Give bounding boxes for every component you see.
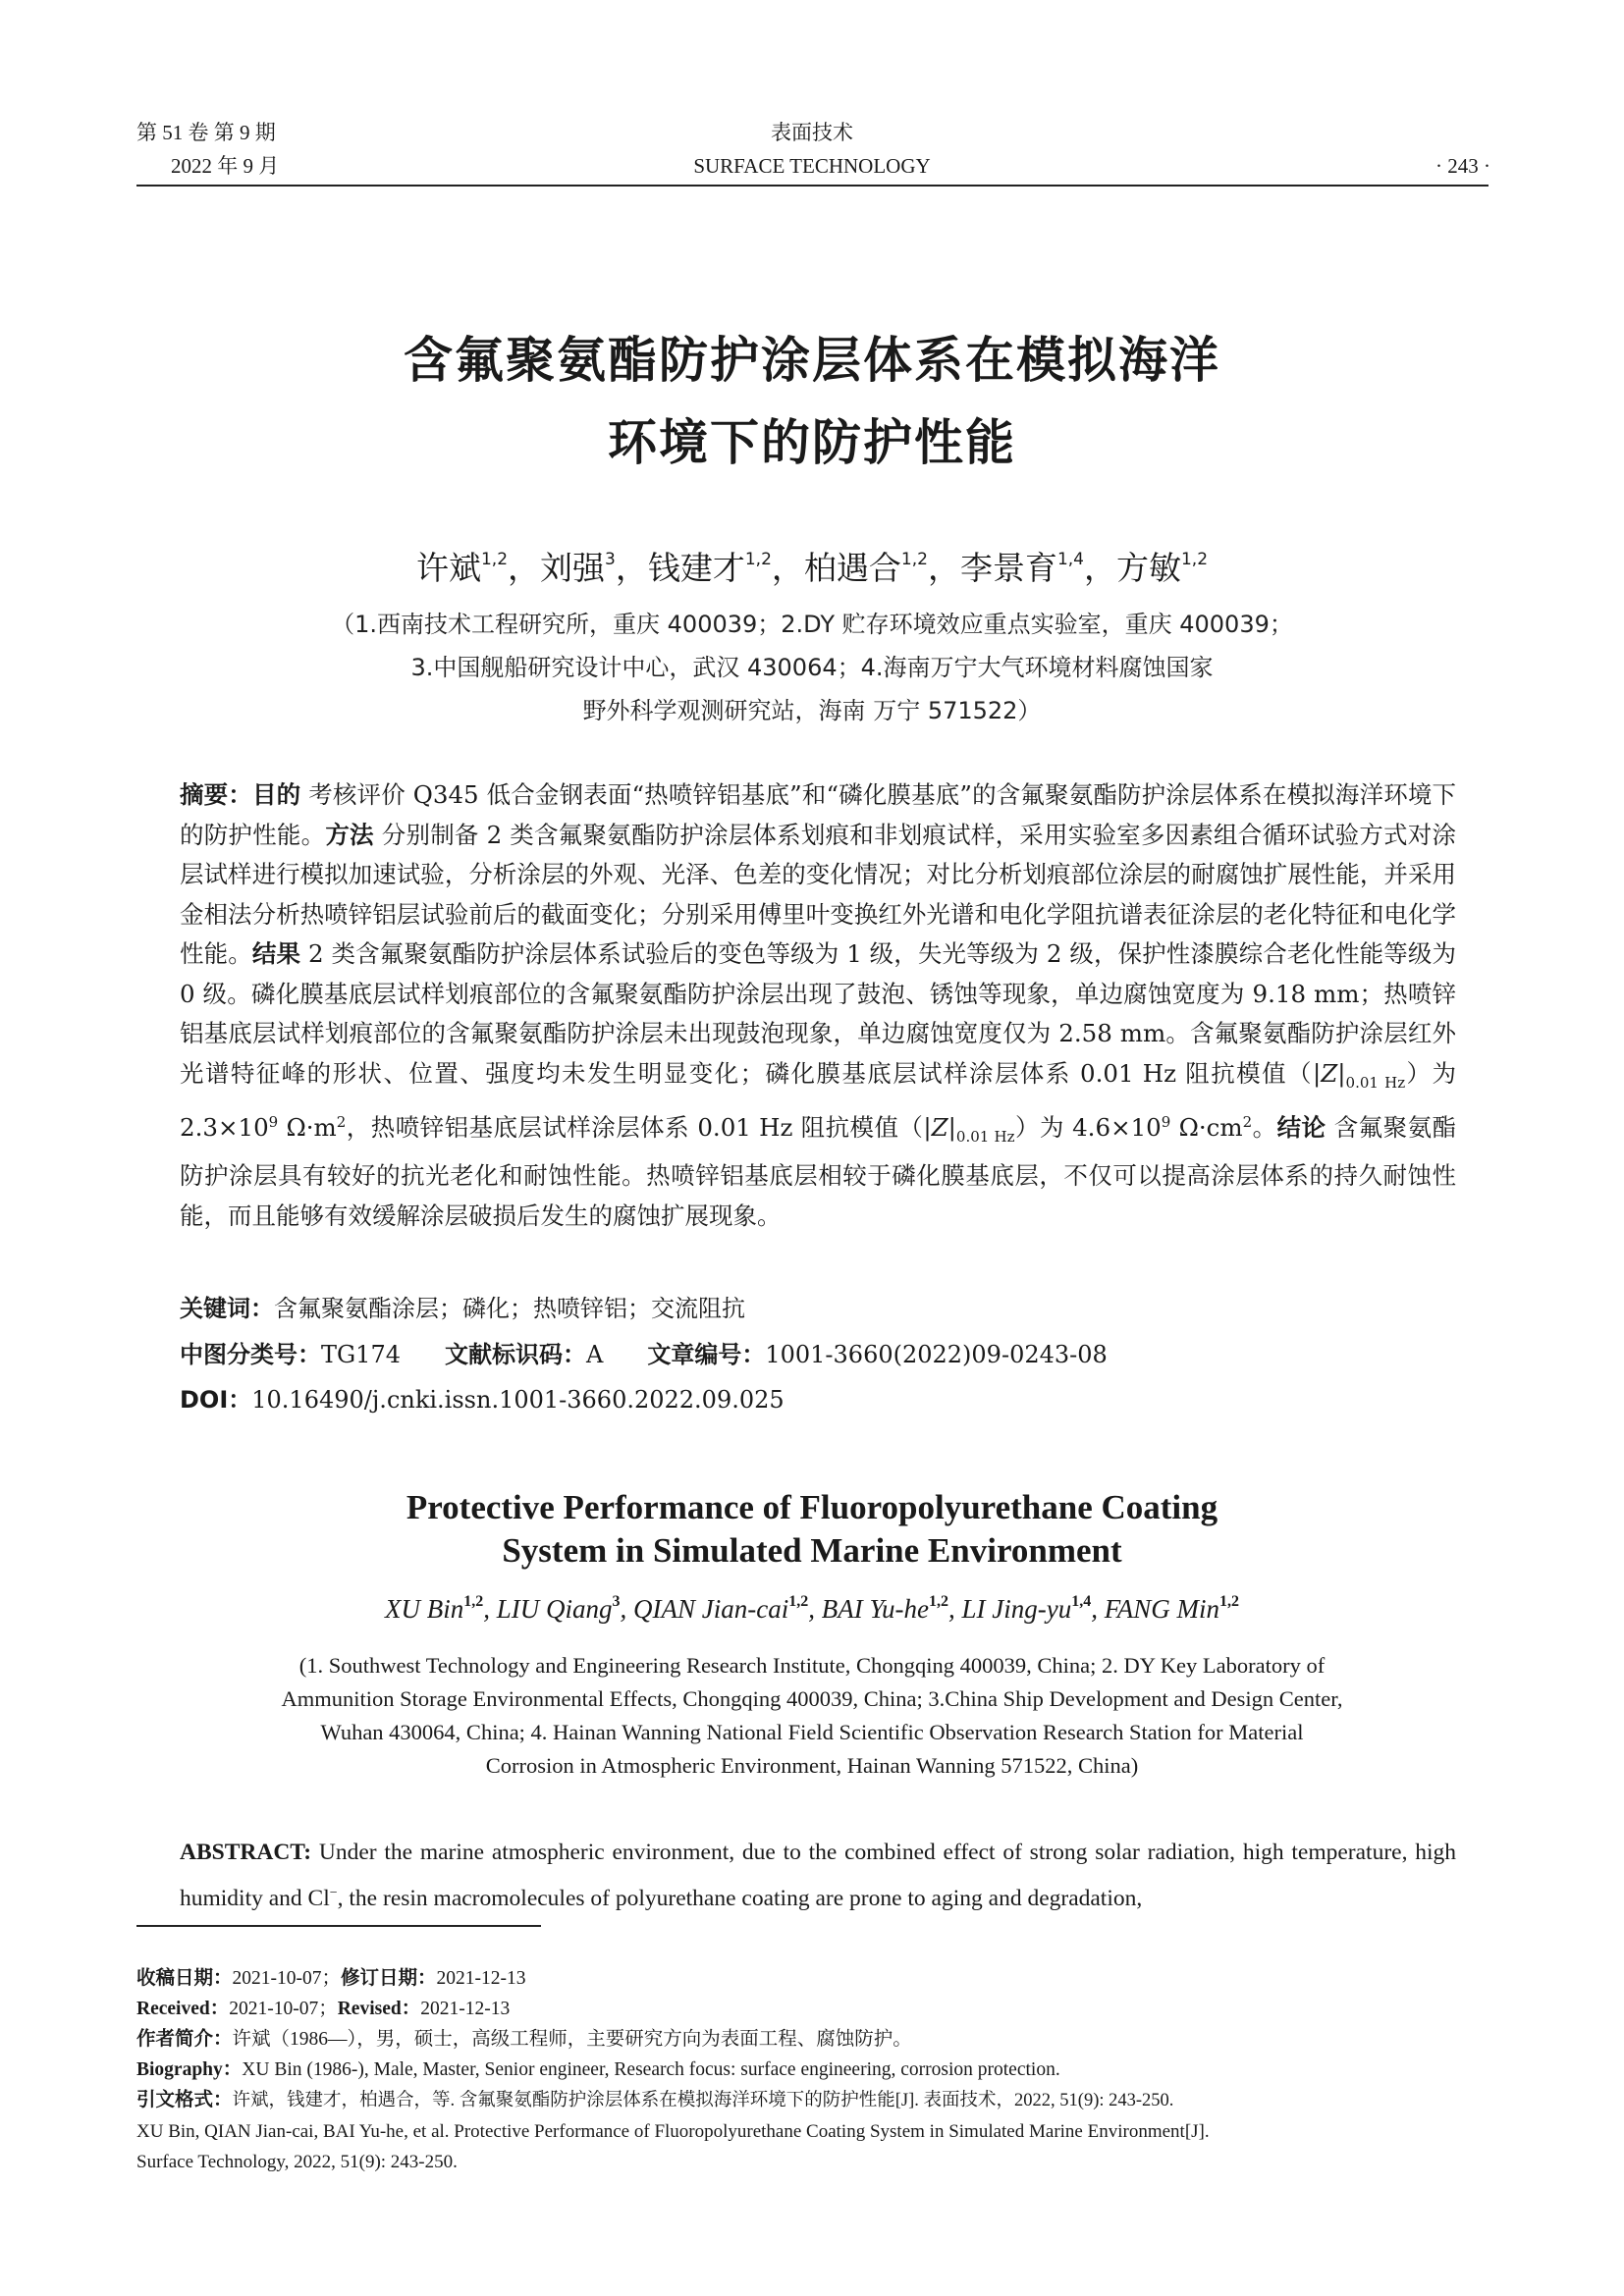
affiliations-en [0, 1649, 1624, 1783]
purpose-label: 目的 [251, 780, 301, 809]
abstract-en-text: Under the marine atmospheric environment, due to the combined effect of strong solar radiation, high temperature, high humidity and Cl [180, 1840, 1457, 1911]
received-cn-label: 收稿日期： [136, 1968, 233, 1989]
author-cn-affil: 1,2 [1180, 550, 1209, 569]
result-text: ）为 2.3×10 [180, 1058, 1456, 1143]
affil-en-line: Wuhan 430064, China; 4. Hainan Wanning National Field Scientific Observation Research Station for Material [320, 1720, 1304, 1744]
doc-code-value: A [586, 1341, 604, 1368]
footnote-bio-cn [136, 2024, 1491, 2055]
doi-line [180, 1380, 1456, 1419]
header-date: 2022 年 9 月 [171, 154, 280, 178]
impedance-symbol: |Z| [923, 1113, 956, 1143]
keywords-line [180, 1289, 1456, 1328]
footnote-divider [136, 1925, 541, 1927]
doi-value[interactable]: 10.16490/j.cnki.issn.1001-3660.2022.09.025 [251, 1386, 785, 1414]
author-en: QIAN Jian-cai [633, 1594, 789, 1624]
affil-en-line: Corrosion in Atmospheric Environment, Hainan Wanning 571522, China) [485, 1753, 1139, 1778]
conclusion-label: 结论 [1276, 1113, 1326, 1143]
result-text: 2 类含氟聚氨酯防护涂层体系试验后的变色等级为 1 级，失光等级为 2 级，保护性漆膜综合老化性能等级为 0 级。磷化膜基底层试样划痕部位的含氟聚氨酯防护涂层出现了鼓泡、锈蚀等现象，单边腐蚀宽度为 9.18 mm；热喷锌铝基底层试样划痕部位的含氟聚氨酯防护涂层未出现鼓泡现象，单边腐蚀宽度仅为 2.58 mm。含氟聚氨酯防护涂层红外光谱特征峰的形状、位置、强度均未发生明显变化；磷化膜基底层试样涂层体系 0.01 Hz 阻抗模值（ [180, 939, 1457, 1088]
doi-label: DOI： [180, 1386, 252, 1414]
purpose-text: 考核评价 Q345 低合金钢表面“热喷锌铝基底”和“磷化膜基底”的含氟聚氨酯防护涂层体系在模拟海洋环境下的防护性能。 [180, 780, 1457, 849]
affil-cn-line: 3.中国舰船研究设计中心，武汉 430064；4.海南万宁大气环境材料腐蚀国家 [410, 654, 1214, 681]
revised-en-label: Revised： [337, 1999, 421, 2019]
keywords-label: 关键词： [180, 1295, 274, 1322]
classification-line [180, 1335, 1456, 1374]
author-cn-affil: 3 [605, 550, 616, 569]
abstract-en [180, 1832, 1456, 1919]
footnote-cite-en-cont: Surface Technology, 2022, 51(9): 243-250. [136, 2152, 458, 2172]
footnote-bio-en [136, 2055, 1491, 2085]
affiliations-cn [0, 603, 1624, 732]
author-en-affil: 1,2 [1218, 1593, 1239, 1610]
result-label: 结果 [251, 939, 301, 968]
exponent: 2 [336, 1112, 347, 1131]
clc-label: 中图分类号： [180, 1341, 321, 1368]
result-text: Ω·m [278, 1113, 337, 1143]
impedance-symbol: |Z| [1312, 1058, 1346, 1088]
bio-en-text: XU Bin (1986-), Male, Master, Senior engineer, Research focus: surface engineering, corrosion protection. [242, 2059, 1060, 2080]
author-en: LIU Qiang [496, 1594, 613, 1624]
header-volume-issue: 第 51 卷 第 9 期 [136, 121, 276, 144]
author-en: BAI Yu-he [821, 1594, 929, 1624]
author-cn-affil: 1,2 [744, 550, 772, 569]
title-cn-line2: 环境下的防护性能 [608, 414, 1016, 471]
result-text: ）为 4.6×10 [1014, 1113, 1162, 1143]
bio-cn-text: 许斌（1986—），男，硕士，高级工程师，主要研究方向为表面工程、腐蚀防护。 [232, 2029, 912, 2050]
keywords-text: 含氟聚氨酯涂层；磷化；热喷锌铝；交流阻抗 [274, 1295, 745, 1322]
impedance-subscript: 0.01 Hz [1345, 1073, 1406, 1092]
author-en-affil: 1,2 [463, 1593, 484, 1610]
author-cn: 方敏 [1115, 549, 1181, 587]
received-cn-date: 2021-10-07； [232, 1968, 342, 1989]
method-label: 方法 [325, 820, 374, 849]
bio-en-label: Biography： [136, 2059, 243, 2080]
header-journal-cn: 表面技术 [771, 121, 853, 144]
author-cn-affil: 1,2 [480, 550, 509, 569]
result-text: 。 [1252, 1113, 1277, 1143]
footnote-received-en [136, 1994, 1491, 2024]
impedance-subscript: 0.01 Hz [955, 1127, 1015, 1146]
title-en-line1: Protective Performance of Fluoropolyurethane Coating [406, 1488, 1218, 1526]
author-cn: 许斌 [415, 549, 481, 587]
header-journal-block [0, 116, 1624, 183]
author-en-affil: 1,2 [928, 1593, 948, 1610]
affil-en-line: Ammunition Storage Environmental Effects, Chongqing 400039, China; 3.China Ship Development and Design Center, [281, 1686, 1343, 1711]
revised-en-date: 2021-12-13 [420, 1999, 511, 2019]
author-en: FANG Min [1104, 1594, 1219, 1624]
author-en: LI Jing-yu [961, 1594, 1072, 1624]
header-page-number: · 243 · [1435, 154, 1490, 178]
title-cn [0, 319, 1624, 484]
result-text: Ω·cm [1170, 1113, 1243, 1143]
header-divider [136, 185, 1489, 187]
abstract-en-text: , the resin macromolecules of polyurethane coating are prone to aging and degradation, [337, 1885, 1143, 1911]
footnotes [136, 1963, 1491, 2177]
exponent: 9 [268, 1112, 279, 1131]
author-cn-affil: 1,4 [1056, 550, 1084, 569]
footnote-received-cn [136, 1963, 1491, 1994]
abstract-cn-label: 摘要： [180, 780, 252, 809]
title-cn-line1: 含氟聚氨酯防护涂层体系在模拟海洋 [404, 332, 1220, 389]
author-cn-affil: 1,2 [900, 550, 928, 569]
revised-cn-date: 2021-12-13 [436, 1968, 526, 1989]
article-number-value: 1001-3660(2022)09-0243-08 [765, 1341, 1108, 1368]
author-en-affil: 3 [612, 1593, 621, 1610]
author-cn: 刘强 [540, 549, 606, 587]
clc-value: TG174 [321, 1341, 401, 1368]
author-en-affil: 1,2 [788, 1593, 809, 1610]
result-text: ，热喷锌铝基底层试样涂层体系 0.01 Hz 阻抗模值（ [346, 1113, 924, 1143]
bio-cn-label: 作者简介： [136, 2029, 233, 2050]
title-en [0, 1486, 1624, 1573]
author-en: XU Bin [385, 1594, 464, 1624]
exponent: 9 [1161, 1112, 1171, 1131]
exponent: 2 [1242, 1112, 1253, 1131]
cite-cn-text: 许斌，钱建才，柏遇合，等. 含氟聚氨酯防护涂层体系在模拟海洋环境下的防护性能[J]. 表面技术，2022, 51(9): 243-250. [232, 2091, 1174, 2110]
header-journal-en: SURFACE TECHNOLOGY [693, 154, 931, 178]
revised-cn-label: 修订日期： [341, 1968, 437, 1989]
cite-cn-label: 引文格式： [136, 2090, 233, 2110]
affil-en-line: (1. Southwest Technology and Engineering Research Institute, Chongqing 400039, China; 2. DY Key Laboratory of [298, 1653, 1326, 1678]
footnote-cite-en: XU Bin, QIAN Jian-cai, BAI Yu-he, et al. Protective Performance of Fluoropolyurethane Coating System in Simulated Marine Environment[J]. [136, 2121, 1210, 2142]
affil-cn-line: 野外科学观测研究站，海南 万宁 571522） [582, 697, 1042, 724]
article-number-label: 文章编号： [647, 1341, 766, 1368]
received-en-label: Received： [136, 1999, 230, 2019]
method-text: 分别制备 2 类含氟聚氨酯防护涂层体系划痕和非划痕试样，采用实验室多因素组合循环试验方式对涂层试样进行模拟加速试验，分析涂层的外观、光泽、色差的变化情况；对比分析划痕部位涂层的耐腐蚀扩展性能，并采用金相法分析热喷锌铝层试验前后的截面变化；分别采用傅里叶变换红外光谱和电化学阻抗谱表征涂层的老化特征和电化学性能。 [180, 820, 1456, 968]
authors-en: XU Bin$^{1,2}$, LIU Qiang$^3$, QIAN Jian-cai$^{1,2}$, BAI Yu-he$^{1,2}$, LI Jing-yu$^{1,4}$, FANG Min$^{1,2}$ [385, 1593, 1239, 1624]
author-cn: 钱建才 [647, 549, 745, 587]
abstract-cn [180, 775, 1456, 1236]
footnote-cite-cn [136, 2085, 1491, 2116]
author-cn: 李景育 [959, 549, 1057, 587]
title-en-line2: System in Simulated Marine Environment [502, 1531, 1122, 1570]
affil-cn-line: （1.西南技术工程研究所，重庆 400039；2.DY 贮存环境效应重点实验室，重庆 400039； [331, 611, 1293, 638]
authors-cn: 许斌$^{1,2}$，刘强$^3$，钱建才$^{1,2}$，柏遇合$^{1,2}$，李景育$^{1,4}$，方敏$^{1,2}$ [415, 549, 1209, 587]
doc-code-label: 文献标识码： [445, 1341, 586, 1368]
received-en-date: 2021-10-07； [229, 1999, 338, 2019]
abstract-en-label: ABSTRACT: [180, 1840, 312, 1865]
conclusion-text: 含氟聚氨酯防护涂层具有较好的抗光老化和耐蚀性能。热喷锌铝基底层相较于磷化膜基底层，不仅可以提高涂层体系的持久耐蚀性能，而且能够有效缓解涂层破损后发生的腐蚀扩展现象。 [180, 1113, 1457, 1230]
author-cn: 柏遇合 [803, 549, 901, 587]
author-en-affil: 1,4 [1071, 1593, 1092, 1610]
chloride-charge: − [329, 1886, 338, 1900]
